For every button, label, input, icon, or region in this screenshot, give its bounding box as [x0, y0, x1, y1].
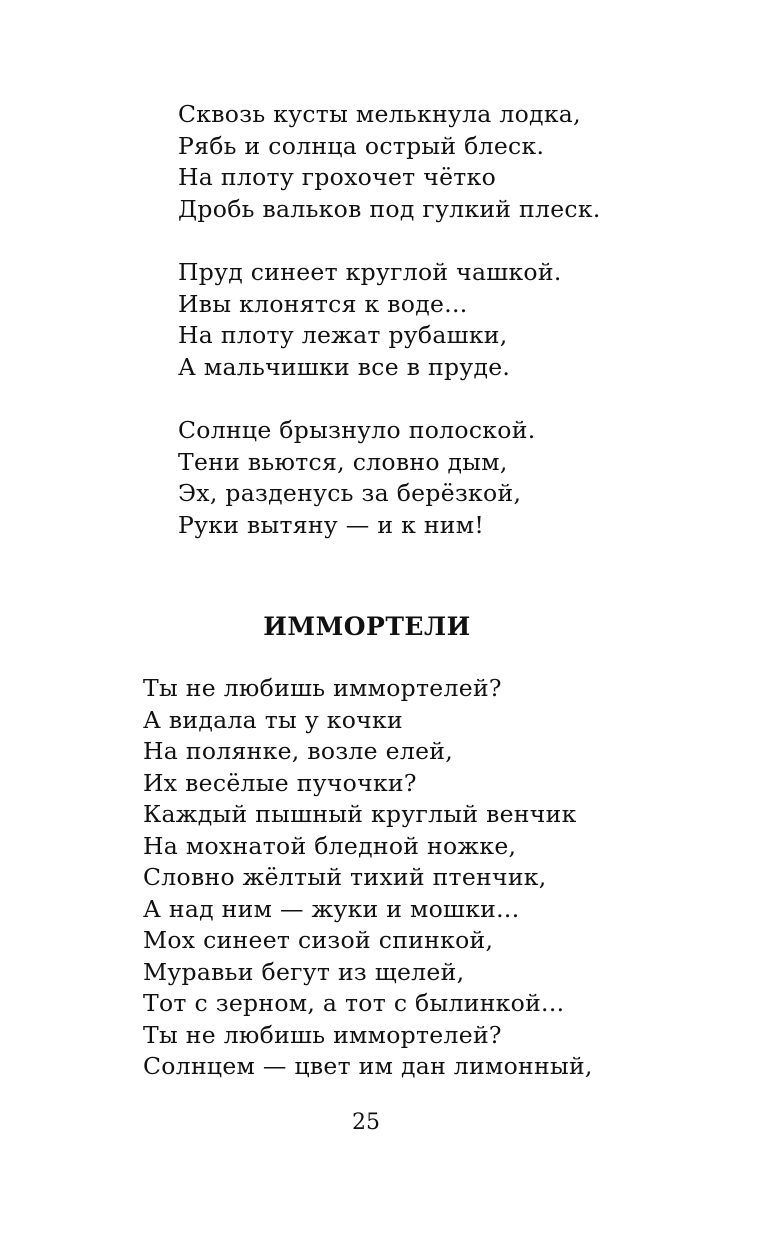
poem-immortelles	[143, 673, 743, 1083]
poem-line: Солнцем — цвет им дан лимонный,	[143, 1052, 593, 1080]
stanza-1	[178, 99, 718, 225]
poem-line: Сквозь кусты мелькнула лодка,	[178, 100, 581, 128]
stanza-3	[178, 415, 718, 541]
poem-line: Рябь и солнца острый блеск.	[178, 131, 545, 160]
poem-line: Дробь вальков под гулкий плеск.	[178, 194, 601, 223]
poem-line: Муравьи бегут из щелей,	[143, 957, 465, 986]
poem-line: Каждый пышный круглый венчик	[143, 800, 577, 828]
poem-line: Мох синеет сизой спинкой,	[143, 926, 494, 954]
poem-line: А видала ты у кочки	[143, 705, 403, 734]
poem-line: Ты не любишь иммортелей?	[143, 674, 502, 702]
poem-line: На полянке, возле елей,	[143, 737, 454, 765]
poem-line: Солнце брызнуло полоской.	[178, 416, 536, 444]
poem-line: Эх, разденусь за берёзкой,	[178, 479, 522, 507]
page-number: 25	[352, 1110, 380, 1135]
poem-line: А мальчишки все в пруде.	[178, 352, 511, 381]
poem-line: Словно жёлтый тихий птенчик,	[143, 863, 547, 891]
poem-line: А над ним — жуки и мошки...	[143, 894, 520, 923]
poem-title: ИММОРТЕЛИ	[263, 612, 471, 641]
poem-line: Руки вытяну — и к ним!	[178, 510, 485, 539]
poem-line: На плоту лежат рубашки,	[178, 321, 508, 349]
poem-line: Ивы клонятся к воде...	[178, 289, 468, 318]
poem-line: На мохнатой бледной ножке,	[143, 831, 517, 860]
poem-line: На плоту грохочет чётко	[178, 163, 497, 191]
poem-continuation	[178, 99, 718, 573]
poem-line: Ты не любишь иммортелей?	[143, 1020, 502, 1049]
stanza-2	[178, 257, 718, 383]
poem-line: Тени вьются, словно дым,	[178, 447, 508, 476]
poem-line: Пруд синеет круглой чашкой.	[178, 258, 562, 286]
poem-line: Тот с зерном, а тот с былинкой...	[143, 989, 565, 1017]
poem-line: Их весёлые пучочки?	[143, 768, 417, 797]
